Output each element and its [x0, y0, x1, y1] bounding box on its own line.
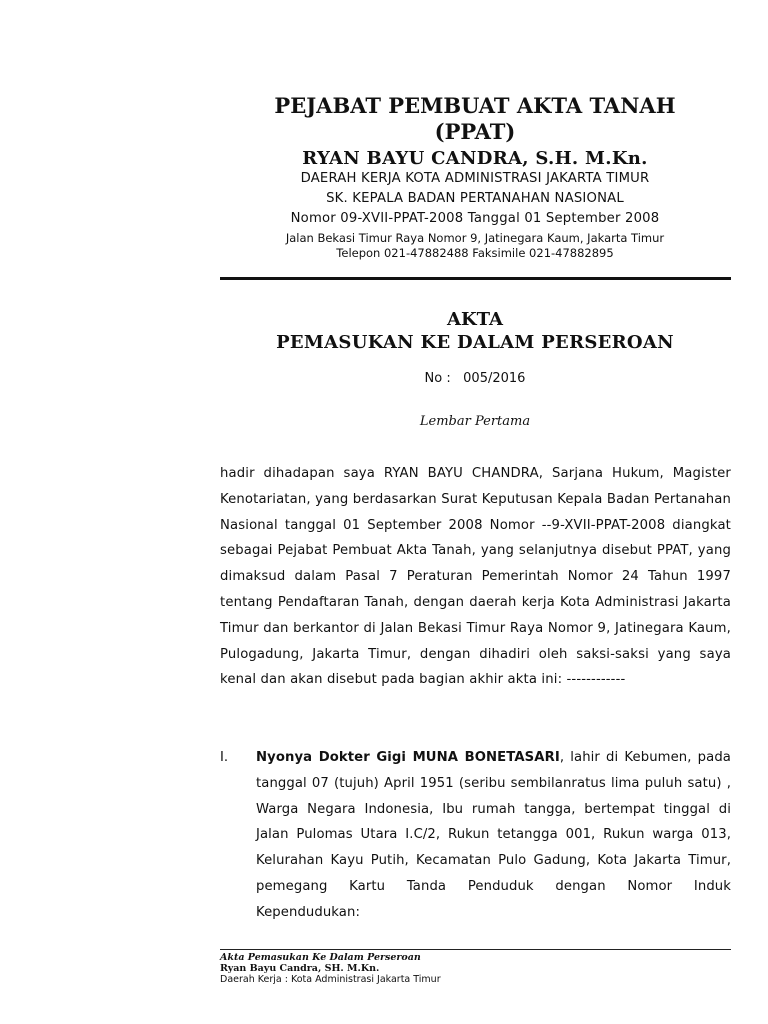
- official-name: RYAN BAYU CANDRA, S.H. M.Kn.: [302, 148, 648, 169]
- footer-work-area: Daerah Kerja : Kota Administrasi Jakarta Timur: [220, 974, 441, 985]
- item-number: I.: [220, 750, 229, 765]
- footer-divider: [220, 949, 731, 950]
- deed-number: [220, 370, 730, 388]
- party-name: Nyonya Dokter Gigi MUNA BONETASARI: [256, 750, 560, 765]
- office-phone: Telepon 021-47882488 Faksimile 021-47882895: [336, 246, 614, 260]
- office-title: PEJABAT PEMBUAT AKTA TANAH: [274, 93, 676, 118]
- deed-number-value: 005/2016: [463, 371, 526, 386]
- decree-number: Nomor 09-XVII-PPAT-2008 Tanggal 01 September 2008: [290, 211, 660, 226]
- header-divider: [220, 277, 731, 280]
- work-area: DAERAH KERJA KOTA ADMINISTRASI JAKARTA TIMUR: [300, 171, 650, 186]
- office-address: Jalan Bekasi Timur Raya Nomor 9, Jatinegara Kaum, Jakarta Timur: [285, 231, 665, 245]
- footer-official: Ryan Bayu Candra, SH. M.Kn.: [220, 963, 380, 974]
- deed-subtitle: PEMASUKAN KE DALAM PERSEROAN: [276, 332, 674, 353]
- office-title-abbrev: (PPAT): [434, 119, 516, 144]
- party-details: , lahir di Kebumen, pada tanggal 07 (tujuh) April 1951 (seribu sembilanratus lima puluh satu) , Warga Negara Indonesia, Ibu rumah tangga, bertempat tinggal di Jalan Pulomas Utara I.C/2, Rukun tetangga 001, Rukun warga 013, Kelurahan Kayu Putih, Kecamatan Pulo Gadung, Kota Jakarta Timur, pemegang Kartu Tanda Penduduk dengan Nomor Induk Kependudukan:: [256, 750, 731, 920]
- party-item: [256, 745, 731, 926]
- deed-number-label: No :: [424, 371, 451, 386]
- opening-paragraph: hadir dihadapan saya RYAN BAYU CHANDRA, Sarjana Hukum, Magister Kenotariatan, yang berdasarkan Surat Keputusan Kepala Badan Pertanahan Nasional tanggal 01 September 2008 Nomor --9-XVII-PPAT-2008 diangkat sebagai Pejabat Pembuat Akta Tanah, yang selanjutnya disebut PPAT, yang dimaksud dalam Pasal 7 Peraturan Pemerintah Nomor 24 Tahun 1997 tentang Pendaftaran Tanah, dengan daerah kerja Kota Administrasi Jakarta Timur dan berkantor di Jalan Bekasi Timur Raya Nomor 9, Jatinegara Kaum, Pulogadung, Jakarta Timur, dengan dihadiri oleh saksi-saksi yang saya kenal dan akan disebut pada bagian akhir akta ini: ------------: [220, 466, 731, 688]
- footer-deed-title: Akta Pemasukan Ke Dalam Perseroan: [220, 952, 421, 963]
- decree: SK. KEPALA BADAN PERTANAHAN NASIONAL: [326, 191, 624, 206]
- deed-title: AKTA: [447, 309, 503, 330]
- sheet-label: Lembar Pertama: [419, 414, 531, 429]
